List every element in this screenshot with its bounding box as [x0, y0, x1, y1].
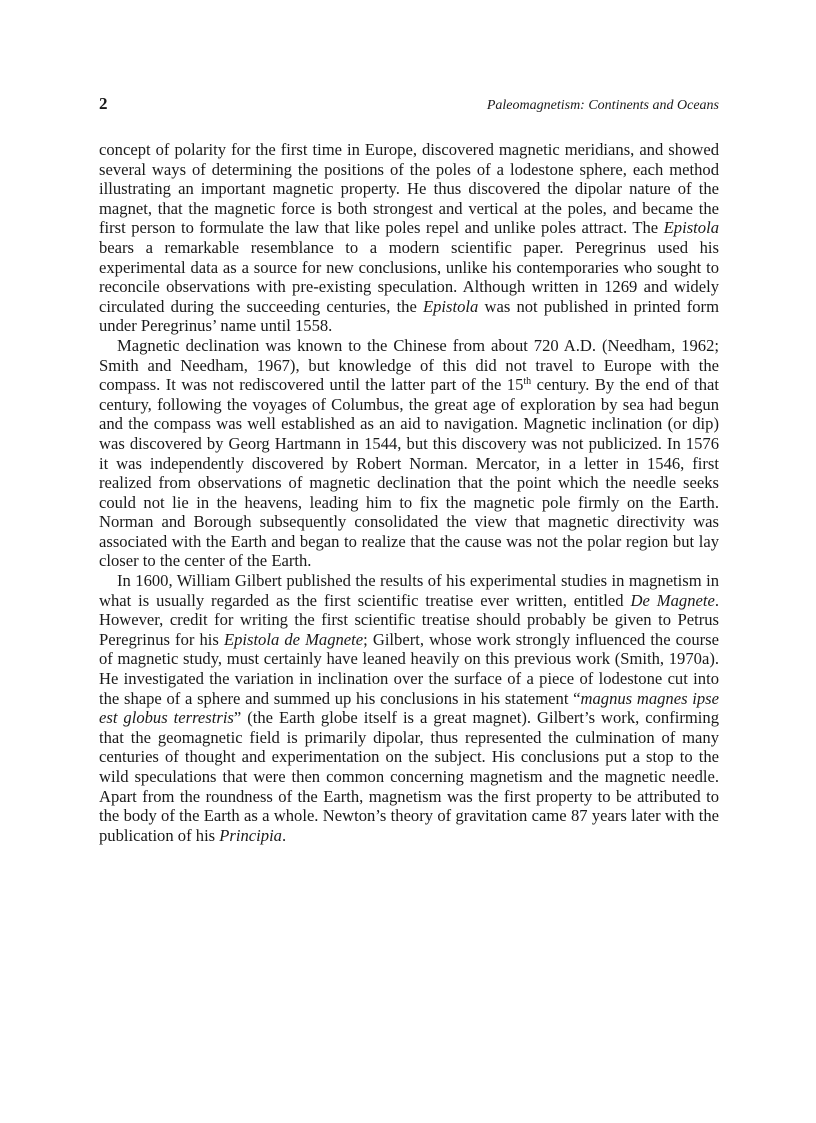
book-page [99, 94, 719, 845]
text-run: was not published in printed form under Peregrinus’ name until 1558. [99, 296, 719, 336]
italic-latin-quote: magnus magnes ipse est globus terrestris [99, 688, 719, 728]
italic-title-principia: Principia [219, 825, 282, 845]
text-run: Magnetic declination was known to the Chinese from about 720 A.D. (Needham, 1962; Smith and Needham, 1967), but knowledge of this did not travel to Europe with the compass. It was not rediscovered until the latter part of the 15 [99, 335, 719, 395]
text-run: bears a remarkable resemblance to a modern scientific paper. Peregrinus used his experimental data as a source for new conclusions, unlike his contemporaries who sought to reconcile observations with pre-existing speculation. Although written in 1269 and widely circulated during the succeeding centuries, the [99, 237, 719, 316]
paragraph-gilbert [99, 571, 719, 845]
text-run: In 1600, William Gilbert published the results of his experimental studies in magnetism in what is usually regarded as the first scientific treatise ever written, entitled [99, 571, 719, 610]
paragraph-declination [99, 336, 719, 571]
text-run: concept of polarity for the first time in Europe, discovered magnetic meridians, and showed several ways of determining the positions of the poles of a lodestone sphere, each method illustrating an important magnetic property. He thus discovered the dipolar nature of the magnet, that the magnetic force is both strongest and vertical at the poles, and became the first person to formulate the law that like poles repel and unlike poles attract. The [99, 140, 719, 238]
text-run: century. By the end of that century, following the voyages of Columbus, the great age of exploration by sea had begun and the compass was well established as an aid to navigation. Magnetic inclination (or dip) was discovered by Georg Hartmann in 1544, but this discovery was not publicized. In 1576 it was independently discovered by Robert Norman. Mercator, in a letter in 1546, first realized from observations of magnetic declination that the point which the needle seeks could not lie in the heavens, leading him to fix the magnetic pole firmly on the Earth. Norman and Borough subsequently consolidated the view that magnetic directivity was associated with the Earth and began to realize that the cause was not the polar region but lay closer to the center of the Earth. [99, 375, 719, 571]
paragraph-peregrinus [99, 140, 719, 336]
page-number: 2 [99, 94, 108, 113]
running-head [99, 94, 719, 118]
italic-title-epistola-de-magnete: Epistola de Magnete [223, 629, 364, 649]
italic-title-epistola: Epistola [423, 296, 479, 316]
italic-title-de-magnete: De Magnete [630, 590, 715, 610]
text-run: . [281, 825, 287, 845]
running-title: Paleomagnetism: Continents and Oceans [486, 98, 719, 113]
text-run: ; Gilbert, whose work strongly influenced the course of magnetic study, must certainly have leaned heavily on this previous work (Smith, 1970a). He investigated the variation in inclination over the surface of a piece of lodestone cut into the shape of a sphere and summed up his conclusions in his statement “ [99, 629, 719, 708]
text-run: . However, credit for writing the first scientific treatise should probably be given to Petrus Peregrinus for his [99, 590, 719, 649]
text-run: ” (the Earth globe itself is a great magnet). Gilbert’s work, confirming that the geomagnetic field is primarily dipolar, thus represented the culmination of many centuries of thought and experimentation on the subject. His conclusions put a stop to the wild speculations that were then common concerning magnetism and the magnetic needle. Apart from the roundness of the Earth, magnetism was the first property to be attributed to the body of the Earth as a whole. Newton’s theory of gravitation came 87 years later with the publication of his [99, 708, 719, 845]
italic-title-epistola: Epistola [663, 218, 719, 238]
superscript-ordinal: th [523, 376, 532, 388]
